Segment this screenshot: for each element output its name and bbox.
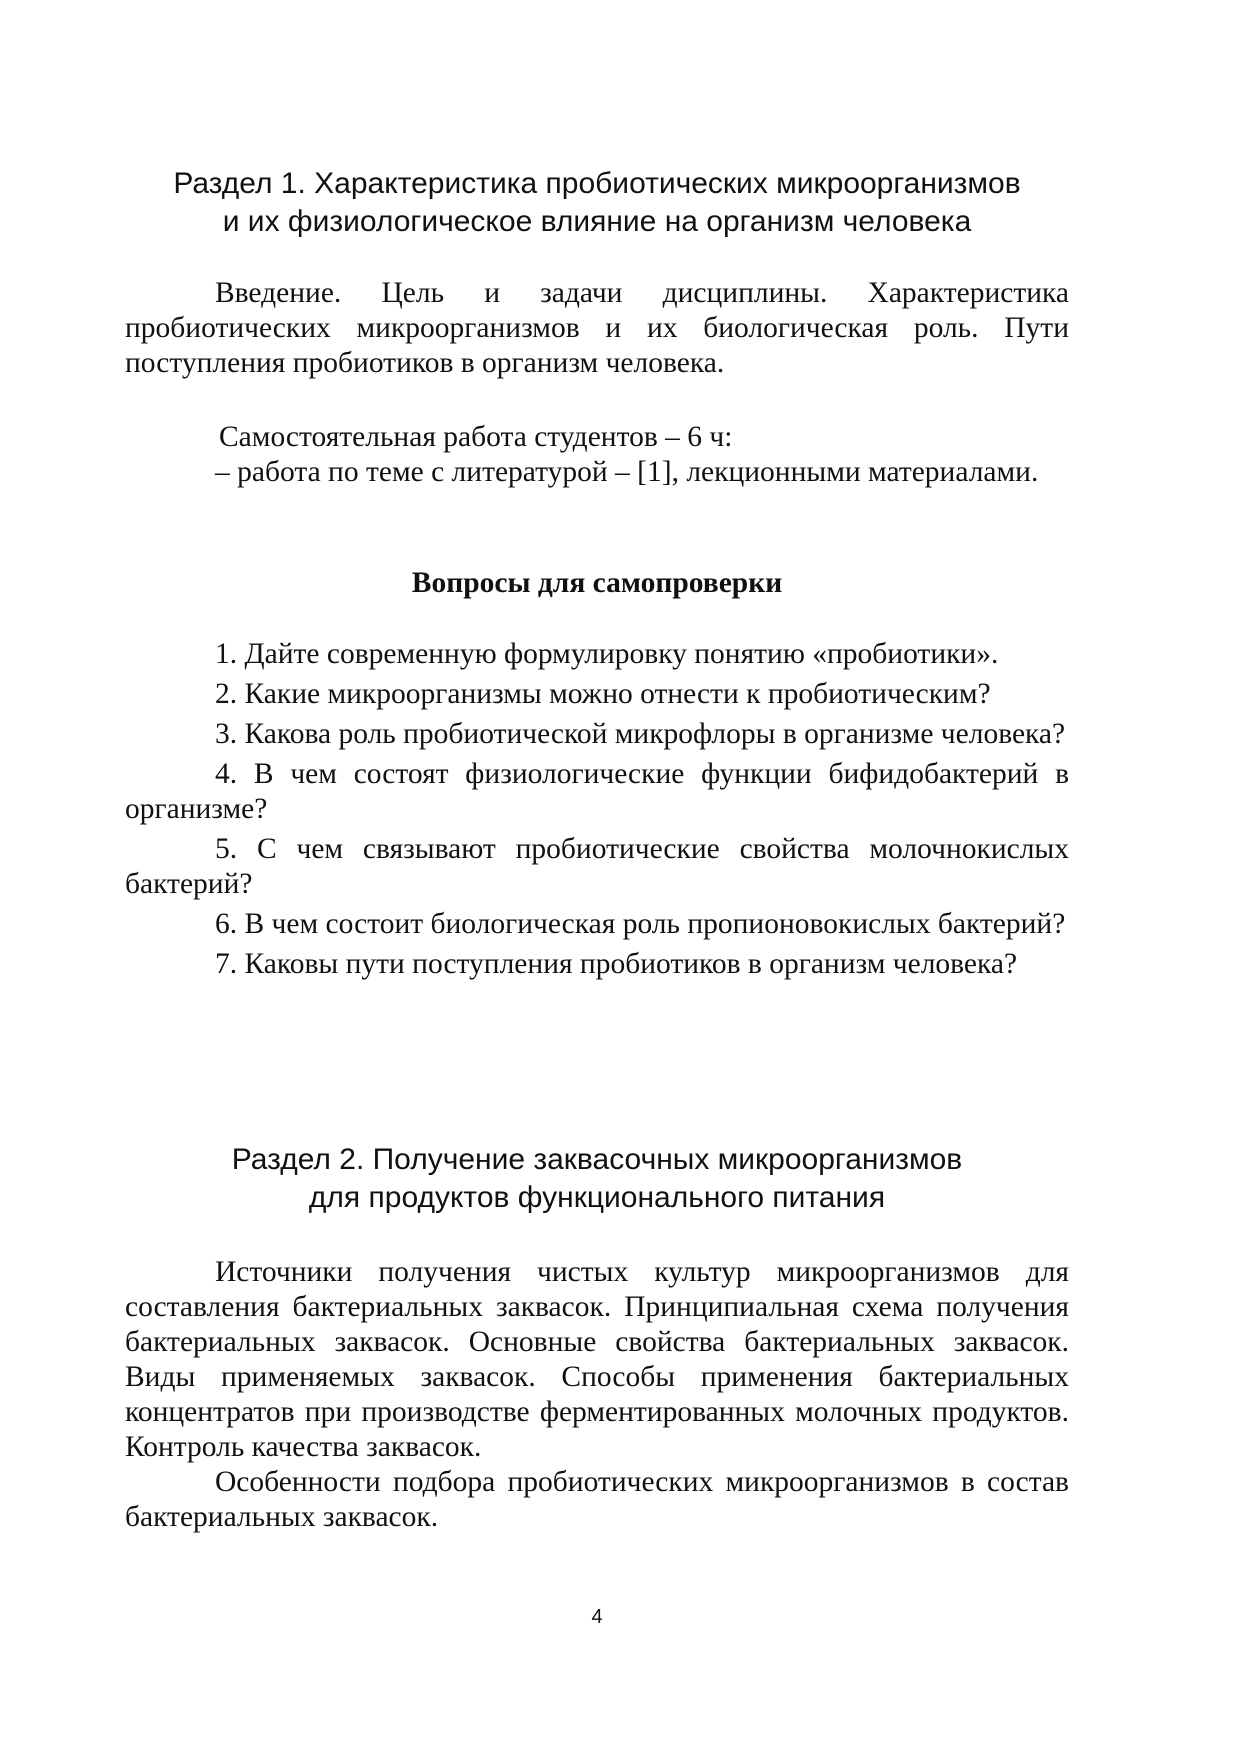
question-item: 4. В чем состоят физиологические функции бифидобактерий в организме? bbox=[125, 758, 1069, 825]
section-1-heading-line-1: Раздел 1. Характеристика пробиотических микроорганизмов bbox=[173, 167, 1021, 200]
questions-list bbox=[125, 637, 1069, 987]
section-1-heading-line-2: и их физиологическое влияние на организм человека bbox=[222, 205, 972, 238]
section-2-heading-line-2: для продуктов функционального питания bbox=[308, 1181, 886, 1214]
section-2-heading bbox=[125, 1141, 1069, 1217]
self-work-title: Самостоятельная работа студентов – 6 ч: bbox=[219, 421, 733, 453]
section-2-paragraph-1: Источники получения чистых культур микроорганизмов для составления бактериальных заквасок. Принципиальная схема получения бактериальных заквасок. Основные свойства бактериальных заквасок. Виды применяемых заквасок. Способы применения бактериальных концентратов при производстве ферментированных молочных продуктов. Контроль качества заквасок. bbox=[125, 1256, 1069, 1463]
section-2-paragraph-2: Особенности подбора пробиотических микроорганизмов в состав бактериальных заквасок. bbox=[125, 1466, 1069, 1533]
section-2-body bbox=[125, 1255, 1069, 1535]
document-page bbox=[125, 0, 1069, 1754]
page-number: 4 bbox=[591, 1606, 603, 1628]
question-item: 3. Какова роль пробиотической микрофлоры в организме человека? bbox=[215, 718, 1066, 750]
section-2-heading-line-1: Раздел 2. Получение заквасочных микроорганизмов bbox=[231, 1143, 963, 1176]
self-work-item: – работа по теме с литературой – [1], лекционными материалами. bbox=[215, 456, 1039, 488]
section-1-heading bbox=[125, 165, 1069, 241]
questions-title: Вопросы для самопроверки bbox=[411, 567, 783, 599]
section-1-intro-paragraph: Введение. Цель и задачи дисциплины. Характеристика пробиотических микроорганизмов и их биологическая роль. Пути поступления пробиотиков в организм человека. bbox=[125, 277, 1069, 379]
question-item: 5. С чем связывают пробиотические свойства молочнокислых бактерий? bbox=[125, 833, 1069, 900]
question-item: 2. Какие микроорганизмы можно отнести к пробиотическим? bbox=[215, 678, 991, 710]
question-item: 1. Дайте современную формулировку понятию «пробиотики». bbox=[215, 638, 999, 670]
question-item: 6. В чем состоит биологическая роль пропионовокислых бактерий? bbox=[215, 908, 1066, 940]
self-work-block bbox=[125, 420, 1069, 490]
question-item: 7. Каковы пути поступления пробиотиков в организм человека? bbox=[215, 948, 1018, 980]
